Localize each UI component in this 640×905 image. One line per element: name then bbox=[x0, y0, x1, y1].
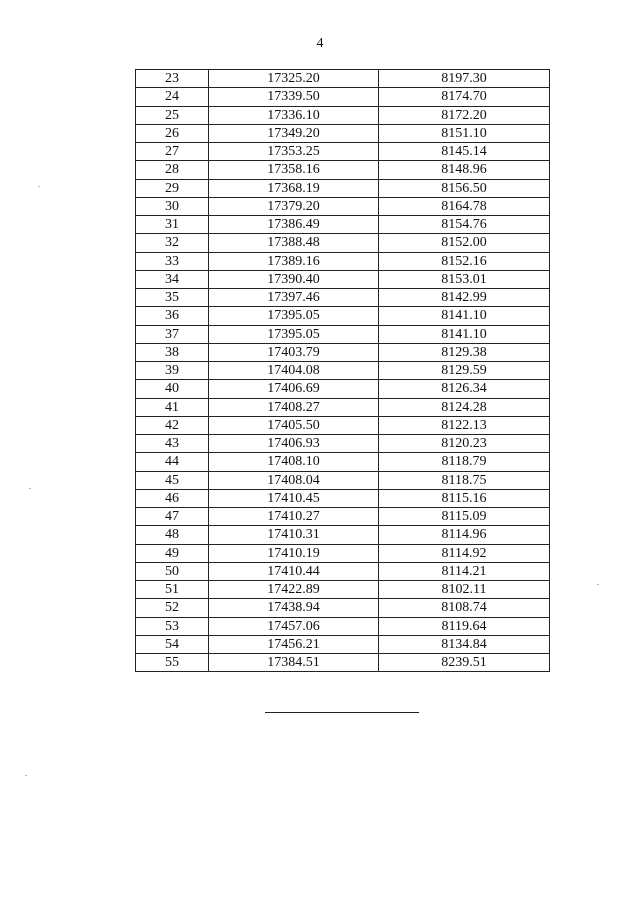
y-coordinate-cell: 8124.28 bbox=[379, 398, 550, 416]
point-number-cell: 45 bbox=[136, 471, 209, 489]
x-coordinate-cell: 17403.79 bbox=[209, 343, 379, 361]
point-number-cell: 33 bbox=[136, 252, 209, 270]
point-number-cell: 38 bbox=[136, 343, 209, 361]
y-coordinate-cell: 8129.38 bbox=[379, 343, 550, 361]
y-coordinate-cell: 8148.96 bbox=[379, 161, 550, 179]
x-coordinate-cell: 17389.16 bbox=[209, 252, 379, 270]
point-number-cell: 42 bbox=[136, 416, 209, 434]
y-coordinate-cell: 8154.76 bbox=[379, 216, 550, 234]
table-row bbox=[136, 635, 550, 653]
coordinates-table bbox=[135, 69, 550, 672]
scan-speck bbox=[597, 584, 599, 585]
x-coordinate-cell: 17405.50 bbox=[209, 416, 379, 434]
y-coordinate-cell: 8174.70 bbox=[379, 88, 550, 106]
y-coordinate-cell: 8102.11 bbox=[379, 581, 550, 599]
y-coordinate-cell: 8118.79 bbox=[379, 453, 550, 471]
table-row bbox=[136, 617, 550, 635]
y-coordinate-cell: 8197.30 bbox=[379, 70, 550, 88]
y-coordinate-cell: 8122.13 bbox=[379, 416, 550, 434]
y-coordinate-cell: 8114.96 bbox=[379, 526, 550, 544]
point-number-cell: 50 bbox=[136, 562, 209, 580]
y-coordinate-cell: 8153.01 bbox=[379, 270, 550, 288]
table-row bbox=[136, 489, 550, 507]
point-number-cell: 48 bbox=[136, 526, 209, 544]
table-row bbox=[136, 88, 550, 106]
x-coordinate-cell: 17408.27 bbox=[209, 398, 379, 416]
x-coordinate-cell: 17358.16 bbox=[209, 161, 379, 179]
point-number-cell: 40 bbox=[136, 380, 209, 398]
x-coordinate-cell: 17422.89 bbox=[209, 581, 379, 599]
x-coordinate-cell: 17410.31 bbox=[209, 526, 379, 544]
table-row bbox=[136, 234, 550, 252]
y-coordinate-cell: 8152.00 bbox=[379, 234, 550, 252]
y-coordinate-cell: 8114.92 bbox=[379, 544, 550, 562]
y-coordinate-cell: 8108.74 bbox=[379, 599, 550, 617]
point-number-cell: 41 bbox=[136, 398, 209, 416]
x-coordinate-cell: 17388.48 bbox=[209, 234, 379, 252]
x-coordinate-cell: 17353.25 bbox=[209, 143, 379, 161]
y-coordinate-cell: 8164.78 bbox=[379, 197, 550, 215]
x-coordinate-cell: 17406.69 bbox=[209, 380, 379, 398]
table-row bbox=[136, 416, 550, 434]
table-row bbox=[136, 654, 550, 672]
scan-speck bbox=[29, 488, 31, 489]
y-coordinate-cell: 8156.50 bbox=[379, 179, 550, 197]
point-number-cell: 46 bbox=[136, 489, 209, 507]
y-coordinate-cell: 8115.09 bbox=[379, 508, 550, 526]
point-number-cell: 26 bbox=[136, 124, 209, 142]
y-coordinate-cell: 8134.84 bbox=[379, 635, 550, 653]
x-coordinate-cell: 17395.05 bbox=[209, 307, 379, 325]
table-row bbox=[136, 325, 550, 343]
x-coordinate-cell: 17325.20 bbox=[209, 70, 379, 88]
x-coordinate-cell: 17408.10 bbox=[209, 453, 379, 471]
scan-speck bbox=[38, 186, 40, 187]
point-number-cell: 39 bbox=[136, 362, 209, 380]
x-coordinate-cell: 17368.19 bbox=[209, 179, 379, 197]
y-coordinate-cell: 8141.10 bbox=[379, 307, 550, 325]
point-number-cell: 31 bbox=[136, 216, 209, 234]
end-of-document-rule bbox=[265, 712, 419, 713]
x-coordinate-cell: 17390.40 bbox=[209, 270, 379, 288]
coordinates-table-body bbox=[136, 70, 550, 672]
point-number-cell: 32 bbox=[136, 234, 209, 252]
table-row bbox=[136, 106, 550, 124]
table-row bbox=[136, 143, 550, 161]
y-coordinate-cell: 8141.10 bbox=[379, 325, 550, 343]
table-row bbox=[136, 252, 550, 270]
table-row bbox=[136, 270, 550, 288]
x-coordinate-cell: 17456.21 bbox=[209, 635, 379, 653]
point-number-cell: 44 bbox=[136, 453, 209, 471]
page-number: 4 bbox=[316, 36, 324, 51]
point-number-cell: 47 bbox=[136, 508, 209, 526]
point-number-cell: 29 bbox=[136, 179, 209, 197]
x-coordinate-cell: 17438.94 bbox=[209, 599, 379, 617]
x-coordinate-cell: 17404.08 bbox=[209, 362, 379, 380]
point-number-cell: 36 bbox=[136, 307, 209, 325]
x-coordinate-cell: 17457.06 bbox=[209, 617, 379, 635]
y-coordinate-cell: 8120.23 bbox=[379, 435, 550, 453]
table-row bbox=[136, 544, 550, 562]
table-row bbox=[136, 380, 550, 398]
point-number-cell: 37 bbox=[136, 325, 209, 343]
y-coordinate-cell: 8115.16 bbox=[379, 489, 550, 507]
point-number-cell: 51 bbox=[136, 581, 209, 599]
x-coordinate-cell: 17384.51 bbox=[209, 654, 379, 672]
x-coordinate-cell: 17349.20 bbox=[209, 124, 379, 142]
table-row bbox=[136, 562, 550, 580]
point-number-cell: 34 bbox=[136, 270, 209, 288]
table-row bbox=[136, 526, 550, 544]
table-row bbox=[136, 599, 550, 617]
y-coordinate-cell: 8129.59 bbox=[379, 362, 550, 380]
y-coordinate-cell: 8239.51 bbox=[379, 654, 550, 672]
point-number-cell: 35 bbox=[136, 289, 209, 307]
point-number-cell: 28 bbox=[136, 161, 209, 179]
point-number-cell: 55 bbox=[136, 654, 209, 672]
x-coordinate-cell: 17379.20 bbox=[209, 197, 379, 215]
table-row bbox=[136, 471, 550, 489]
point-number-cell: 52 bbox=[136, 599, 209, 617]
point-number-cell: 49 bbox=[136, 544, 209, 562]
point-number-cell: 30 bbox=[136, 197, 209, 215]
x-coordinate-cell: 17410.44 bbox=[209, 562, 379, 580]
table-row bbox=[136, 453, 550, 471]
y-coordinate-cell: 8145.14 bbox=[379, 143, 550, 161]
table-row bbox=[136, 362, 550, 380]
y-coordinate-cell: 8118.75 bbox=[379, 471, 550, 489]
y-coordinate-cell: 8142.99 bbox=[379, 289, 550, 307]
table-row bbox=[136, 289, 550, 307]
y-coordinate-cell: 8172.20 bbox=[379, 106, 550, 124]
table-row bbox=[136, 398, 550, 416]
x-coordinate-cell: 17336.10 bbox=[209, 106, 379, 124]
point-number-cell: 23 bbox=[136, 70, 209, 88]
point-number-cell: 27 bbox=[136, 143, 209, 161]
table-row bbox=[136, 343, 550, 361]
table-row bbox=[136, 124, 550, 142]
scan-speck bbox=[25, 775, 27, 776]
table-row bbox=[136, 435, 550, 453]
table-row bbox=[136, 508, 550, 526]
x-coordinate-cell: 17408.04 bbox=[209, 471, 379, 489]
point-number-cell: 24 bbox=[136, 88, 209, 106]
point-number-cell: 25 bbox=[136, 106, 209, 124]
table-row bbox=[136, 307, 550, 325]
table-row bbox=[136, 197, 550, 215]
point-number-cell: 53 bbox=[136, 617, 209, 635]
y-coordinate-cell: 8151.10 bbox=[379, 124, 550, 142]
y-coordinate-cell: 8119.64 bbox=[379, 617, 550, 635]
table-row bbox=[136, 70, 550, 88]
point-number-cell: 43 bbox=[136, 435, 209, 453]
point-number-cell: 54 bbox=[136, 635, 209, 653]
x-coordinate-cell: 17410.45 bbox=[209, 489, 379, 507]
table-row bbox=[136, 179, 550, 197]
x-coordinate-cell: 17339.50 bbox=[209, 88, 379, 106]
x-coordinate-cell: 17397.46 bbox=[209, 289, 379, 307]
x-coordinate-cell: 17395.05 bbox=[209, 325, 379, 343]
x-coordinate-cell: 17410.19 bbox=[209, 544, 379, 562]
y-coordinate-cell: 8152.16 bbox=[379, 252, 550, 270]
x-coordinate-cell: 17406.93 bbox=[209, 435, 379, 453]
table-row bbox=[136, 216, 550, 234]
table-row bbox=[136, 581, 550, 599]
table-row bbox=[136, 161, 550, 179]
x-coordinate-cell: 17410.27 bbox=[209, 508, 379, 526]
x-coordinate-cell: 17386.49 bbox=[209, 216, 379, 234]
y-coordinate-cell: 8114.21 bbox=[379, 562, 550, 580]
y-coordinate-cell: 8126.34 bbox=[379, 380, 550, 398]
